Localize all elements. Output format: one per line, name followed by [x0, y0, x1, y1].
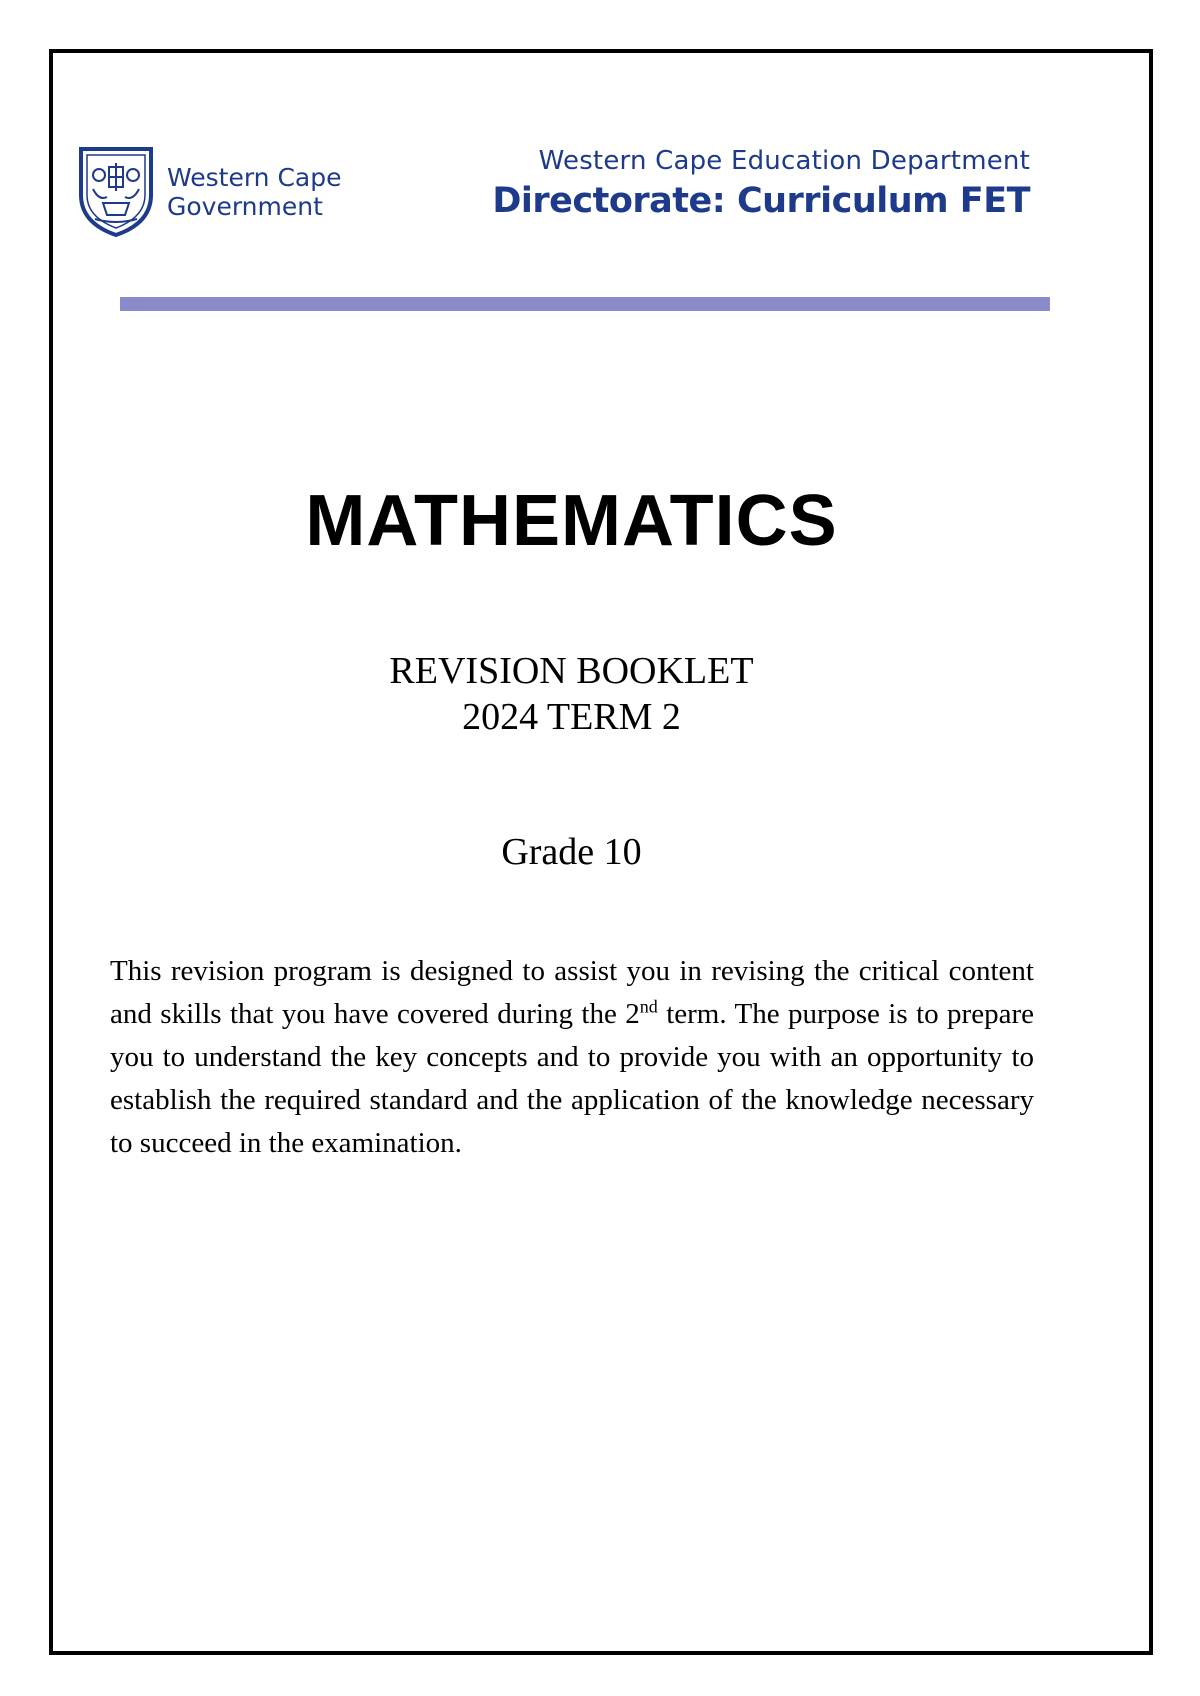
coat-of-arms-icon — [73, 145, 159, 239]
department-name: Western Cape Education Department — [538, 146, 1030, 176]
intro-paragraph — [110, 950, 1034, 1165]
subject-title: MATHEMATICS — [305, 481, 838, 561]
booklet-line1: REVISION BOOKLET — [389, 650, 754, 692]
gov-name-line1: Western Cape — [167, 163, 342, 192]
booklet-title — [0, 648, 1143, 740]
header-divider — [120, 297, 1050, 311]
department-header — [492, 145, 1030, 223]
intro-text-before: This revision program is designed to assist you in revising the critical content and skills that you have covered during the 2 — [110, 955, 1034, 1030]
intro-superscript: nd — [639, 996, 658, 1017]
intro-text-after: term. The purpose is to prepare you to understand the key concepts and to provide you with an opportunity to establish the required standard and the application of the knowledge necessary to succeed in the examination. — [110, 998, 1034, 1159]
wcg-logo — [73, 145, 342, 239]
booklet-line2: 2024 TERM 2 — [462, 696, 681, 738]
grade-label: Grade 10 — [501, 831, 642, 873]
gov-name-line2: Government — [167, 192, 323, 221]
directorate-title: Directorate: Curriculum FET — [492, 181, 1030, 221]
